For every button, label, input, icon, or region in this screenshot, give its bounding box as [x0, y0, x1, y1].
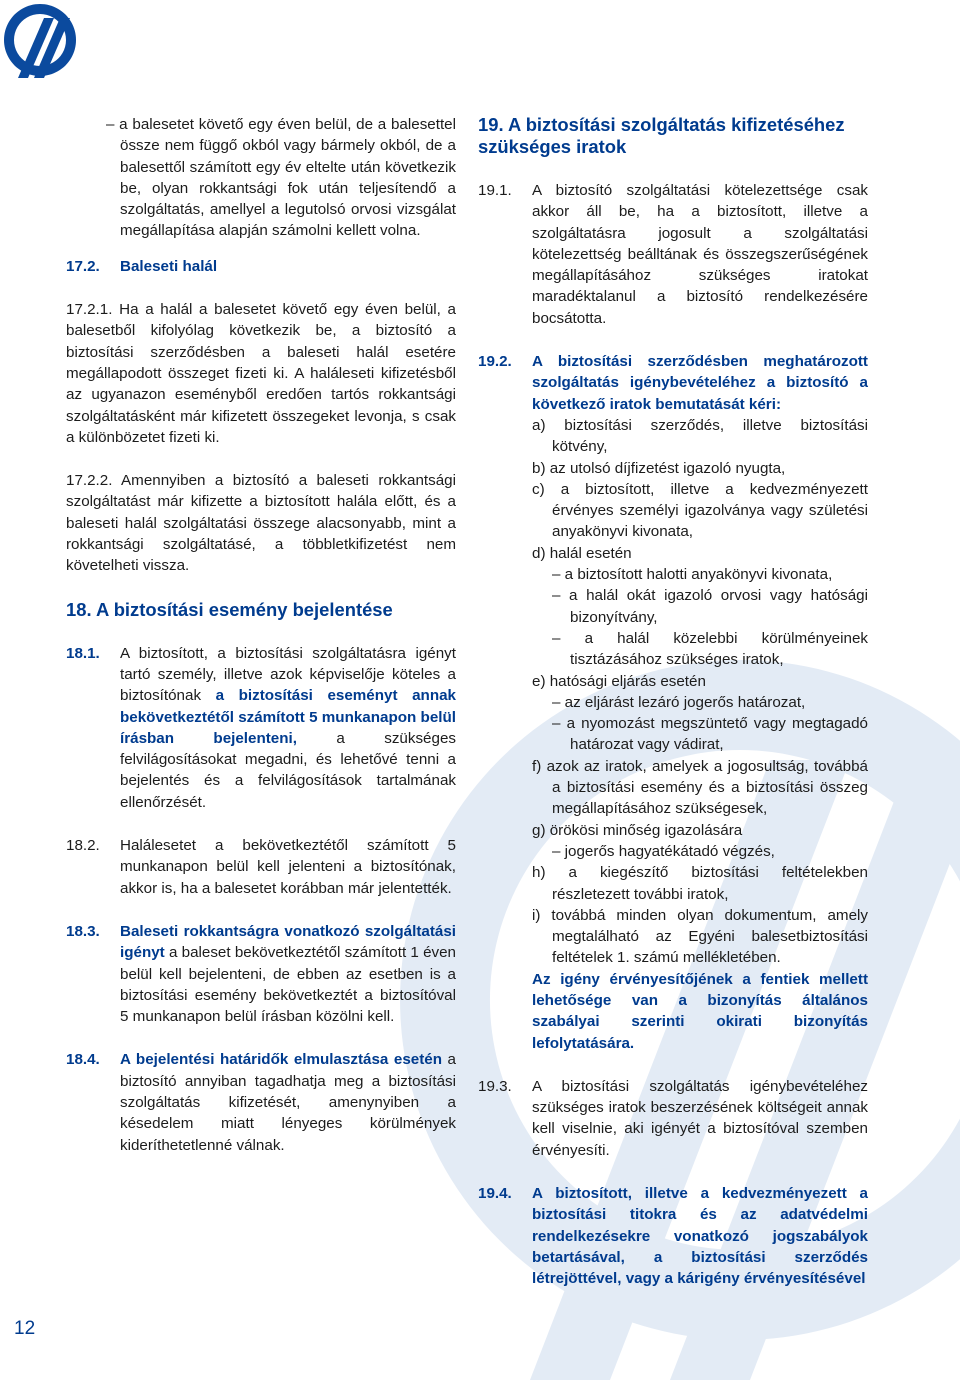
paragraph-17-2-2	[66, 470, 456, 576]
list-item-h: h) a kiegészítő biztosítási feltételekben részletezett további iratok,	[532, 864, 868, 903]
paragraph-text: a biztosító annyiban tagadhatja meg a biztosítási szolgáltatás kifizetését, amenynyiben a késedelem miatt lényeges körülmények kideríthetetlenné válnak.	[120, 1051, 456, 1154]
list-item-a: a) biztosítási szerződés, illetve biztosítási kötvény,	[532, 416, 868, 456]
paragraph-18-3	[66, 921, 456, 1027]
paragraph-lead: A biztosítási szerződésben meghatározott szolgáltatás igénybevételéhez a biztosító a következő iratok bemutatását kéri:	[532, 353, 868, 413]
paragraph-text-2: a szükséges felvilágosításokat megadni, és lehetővé tenni a bejelentés és a felvilágosítások tartalmának ellenőrzését.	[120, 729, 456, 811]
paragraph-number: 18.2.	[66, 837, 100, 855]
section-title: Baleseti halál	[120, 257, 218, 275]
list-item-g: g) örökösi minőség igazolására	[532, 821, 743, 839]
paragraph-text: a baleset bekövetkeztétől számított 1 éven belül kell bejelenteni, de ebben az esetben is a biztosítási esemény bekövetkeztét a biztosítóval 5 munkanapon belül írásban közölni kell.	[120, 944, 456, 1026]
paragraph-number: 18.4.	[66, 1051, 100, 1069]
paragraph-number: 19.2.	[478, 353, 512, 371]
section-number: 17.2.	[66, 257, 100, 275]
list-subitem-e1: – az eljárást lezáró jogerős határozat,	[552, 693, 806, 711]
paragraph-emphasis: Baleseti rokkantságra vonatkozó szolgáltatási igényt	[120, 922, 456, 962]
paragraph-text: Halálesetet a bekövetkeztétől számított 5 munkanapon belül kell jelenteni a biztosítónak, akkor is, ha a balesetet korábban már jelentették.	[120, 837, 456, 897]
paragraph-number: 19.4.	[478, 1185, 512, 1203]
list-subitem-d2: – a halál okát igazoló orvosi vagy hatósági bizonyítvány,	[552, 587, 868, 626]
paragraph-text: A biztosító szolgáltatási kötelezettsége csak akkor áll be, ha a biztosított, illetve a szolgáltatásra jogosult a szolgáltatási kötelezettség beálltának és összegszerűségének megállapításához szükséges iratokat maradéktalanul a biztosító rendelkezésére bocsátotta.	[532, 182, 868, 327]
paragraph-text: Amennyiben a biztosító a baleseti rokkantsági szolgáltatást már kifizette a biztosított halála előtt, és a baleseti halál szolgáltatási összege alacsonyabb, mint a rokkantsági szolgáltatásé, a többletkifizetést nem követelheti vissza.	[66, 472, 456, 575]
section-18-heading: 18. A biztosítási esemény bejelentése	[66, 598, 393, 620]
paragraph-text-1: A biztosított, a biztosítási szolgáltatásra igényt tartó személy, illetve azok képviselője köteles a biztosítónak	[120, 644, 456, 705]
paragraph-text: A biztosított, illetve a kedvezményezett a biztosítási titokra és az adatvédelmi rendelkezésekre vonatkozó jogszabályok betartásával, a biztosítási szerződés létrejöttével, vagy a kárigény érvényesítésével	[532, 1185, 868, 1288]
list-subitem-g1: – jogerős hagyatékátadó végzés,	[552, 842, 775, 860]
right-column	[478, 114, 868, 1290]
list-item-b: b) az utolsó díjfizetést igazoló nyugta,	[532, 459, 786, 477]
paragraph-number: 18.3.	[66, 922, 100, 940]
paragraph-emphasis: A bejelentési határidők elmulasztása esetén	[120, 1051, 443, 1069]
list-item-c: c) a biztosított, illetve a kedvezményezett érvényes személyi igazolványa vagy születési anyakönyvi kivonata,	[532, 480, 868, 541]
left-column	[66, 114, 456, 1156]
list-item-f: f) azok az iratok, amelyek a jogosultság, továbbá a biztosítási esemény és a biztosítási összeg megállapításához szükségesek,	[532, 757, 868, 818]
page-number: 12	[14, 1318, 36, 1339]
list-subitem-d3: – a halál közelebbi körülményeinek tisztázásához szükséges iratok,	[552, 629, 868, 669]
paragraph-18-4	[66, 1049, 456, 1155]
intro-dash-text: – a balesetet követő egy éven belül, de a balesettel össze nem függő okból vagy bármely okból, de a balesettől számított egy év eltelte után következik be, olyan rokkantsági fok után teljesítendő a szolgáltatás, amellyel a legutolsó orvosi vizsgálat megállapítása alapján számolni kellett volna.	[106, 116, 456, 240]
paragraph-number: 17.2.2.	[66, 472, 113, 490]
paragraph-19-3	[478, 1076, 868, 1161]
paragraph-emphasis: a biztosítási eseményt annak bekövetkeztétől számított 5 munkanapon belül írásban bejelenteni,	[120, 687, 456, 747]
paragraph-text: A biztosítási szolgáltatás igénybevételéhez szükséges iratok beszerzésének költségeit annak kell viselnie, aki igényét a biztosítóval szemben érvényesíti.	[532, 1077, 868, 1159]
paragraph-number: 18.1.	[66, 644, 100, 662]
paragraph-number: 17.2.1.	[66, 301, 113, 319]
list-subitem-d1: – a biztosított halotti anyakönyvi kivonata,	[552, 566, 833, 584]
list-item-d: d) halál esetén	[532, 544, 632, 562]
company-logo-icon	[0, 0, 80, 92]
intro-dash-item	[66, 114, 456, 242]
paragraph-18-2	[66, 835, 456, 899]
paragraph-19-2	[478, 351, 868, 1054]
paragraph-19-4	[478, 1183, 868, 1289]
paragraph-17-2-1	[66, 299, 456, 448]
paragraph-number: 19.3.	[478, 1077, 512, 1095]
paragraph-closing: Az igény érvényesítőjének a fentiek mellett lehetősége van a bizonyítás általános szabályai szerinti okirati bizonyítás lefolytatására.	[532, 970, 868, 1052]
paragraph-number: 19.1.	[478, 182, 512, 199]
list-item-i: i) továbbá minden olyan dokumentum, amely megtalálható az Egyéni balesetbiztosítási feltételek 1. számú mellékletében.	[532, 906, 868, 967]
paragraph-18-1	[66, 643, 456, 813]
section-19-heading: 19. A biztosítási szolgáltatás kifizetéséhez szükséges iratok	[478, 114, 845, 157]
paragraph-text: Ha a halál a balesetet követő egy éven belül, a balesetből kifolyólag következik be, a biztosító a biztosítási szerződésben a baleseti halál esetére megállapodott összeget fizeti ki. A haláleseti kifizetésből az ugyanazon eseményből eredően tartós rokkantsági szolgáltatásként már kifizetett összegeket levonja, s csak a különbözetet fizeti ki.	[66, 301, 456, 446]
section-17-2-heading	[66, 256, 456, 277]
list-item-e: e) hatósági eljárás esetén	[532, 672, 706, 690]
list-subitem-e2: – a nyomozást megszüntető vagy megtagadó határozat vagy vádirat,	[552, 715, 868, 754]
paragraph-19-1	[478, 180, 868, 329]
